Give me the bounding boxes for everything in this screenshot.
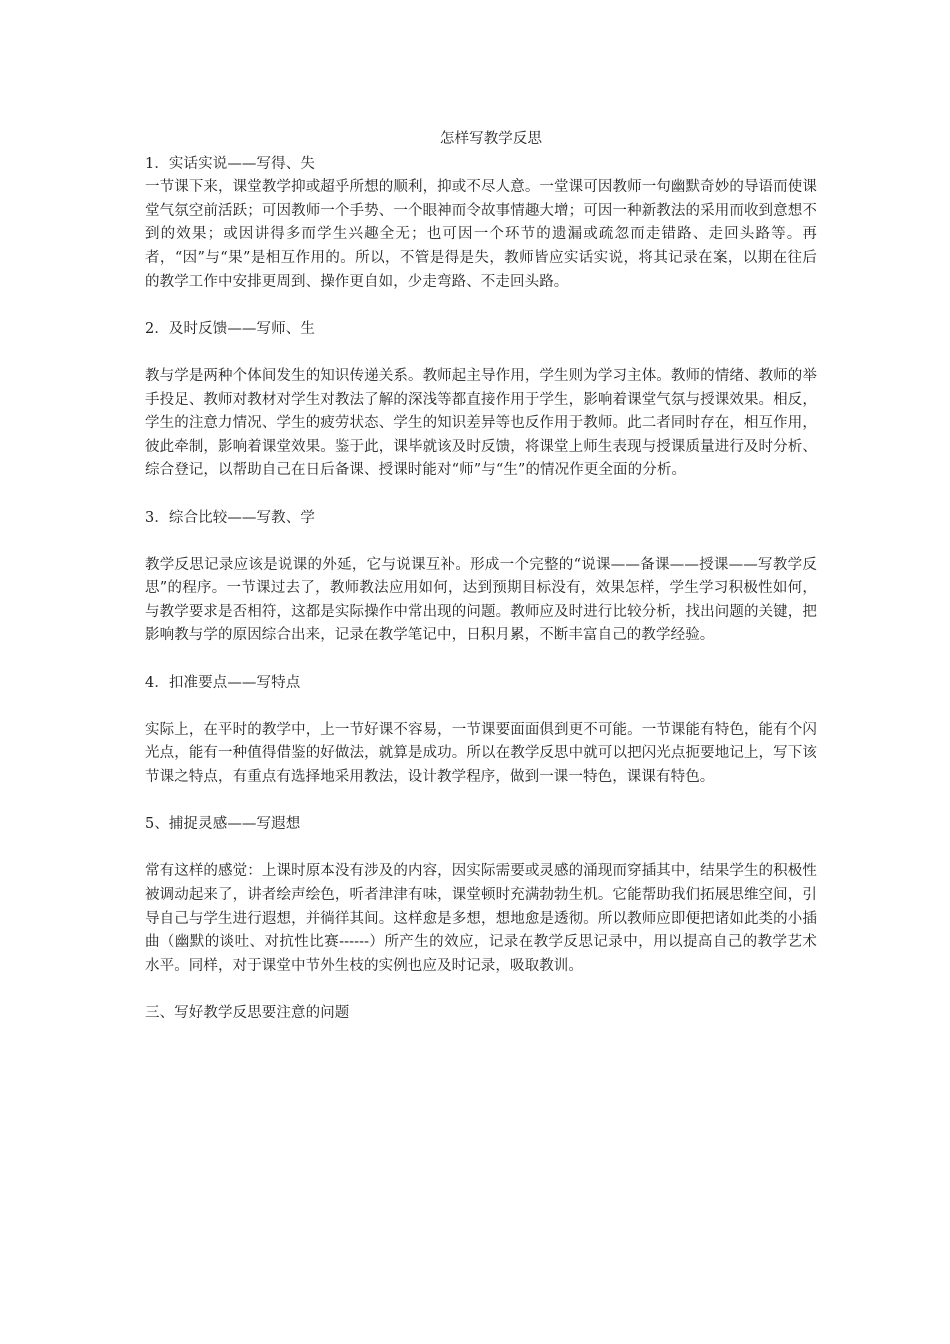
paragraph-spacer [145, 483, 817, 507]
section-5-paragraph: 常有这样的感觉：上课时原本没有涉及的内容，因实际需要或灵感的涌现而穿插其中，结果学生的积极性被调动起来了，讲者绘声绘色，听者津津有味，课堂顿时充满勃勃生机。它能帮助我们拓展思维空间，引导自己与学生进行遐想，并徜徉其间。这样愈是多想，想地愈是透彻。所以教师应即便把诸如此类的小插曲（幽默的谈吐、对抗性比赛------）所产生的效应，记录在教学反思记录中，用以提高自己的教学艺术水平。同样，对于课堂中节外生枝的实例也应及时记录，吸取教训。 [145, 863, 817, 974]
document-title: 怎样写教学反思 [439, 131, 543, 147]
paragraph-spacer [145, 837, 817, 861]
paragraph-spacer [145, 790, 817, 814]
section-2-heading: 2．及时反馈——写师、生 [145, 320, 315, 337]
section-1-paragraph: 一节课下来，课堂教学抑或超乎所想的顺利，抑或不尽人意。一堂课可因教师一句幽默奇妙的导语而使课堂气氛空前活跃；可因教师一个手势、一个眼神而令故事情趣大增；可因一种新教法的采用而收到意想不到的效果；或因讲得多而学生兴趣全无；也可因一个环节的遗漏或疏忽而走错路、走回头路等。再者，“因”与“果”是相互作用的。所以，不管是得是失，教师皆应实话实说，将其记录在案，以期在往后的教学工作中安排更周到、操作更自如，少走弯路、不走回头路。 [145, 179, 817, 290]
section-3-heading: 3．综合比较——写教、学 [145, 509, 315, 526]
paragraph-spacer [145, 530, 817, 554]
section-1-heading: 1．实话实说——写得、失 [145, 155, 315, 172]
closing-heading: 三、写好教学反思要注意的问题 [145, 1004, 350, 1021]
section-3-paragraph: 教学反思记录应该是说课的外延，它与说课互补。形成一个完整的“说课——备课——授课——写教学反思”的程序。一节课过去了，教师教法应用如何，达到预期目标没有，效果怎样，学生学习积极性如何，与教学要求是否相符，这都是实际操作中常出现的问题。教师应及时进行比较分析，找出问题的关键，把影响教与学的原因综合出来，记录在教学笔记中，日积月累，不断丰富自己的教学经验。 [145, 556, 817, 644]
section-4-heading: 4．扣准要点——写特点 [145, 674, 301, 691]
section-2-paragraph: 教与学是两种个体间发生的知识传递关系。教师起主导作用，学生则为学习主体。教师的情绪、教师的举手投足、教师对教材对学生对教法了解的深浅等都直接作用于学生，影响着课堂气氛与授课效果。相反，学生的注意力情况、学生的疲劳状态、学生的知识差异等也反作用于教师。此二者同时存在，相互作用，彼此牵制，影响着课堂效果。鉴于此，课毕就该及时反馈，将课堂上师生表现与授课质量进行及时分析、综合登记，以帮助自己在日后备课、授课时能对“师”与“生”的情况作更全面的分析。 [145, 367, 817, 479]
section-5-heading: 5、捕捉灵感——写遐想 [145, 816, 301, 833]
paragraph-spacer [145, 341, 817, 365]
paragraph-spacer [145, 978, 817, 1002]
section-4-paragraph: 实际上，在平时的教学中，上一节好课不容易，一节课要面面俱到更不可能。一节课能有特色，能有个闪光点，能有一种值得借鉴的好做法，就算是成功。所以在教学反思中就可以把闪光点扼要地记上，写下该节课之特点，有重点有选择地采用教法，设计教学程序，做到一课一特色，课课有特色。 [145, 721, 817, 786]
paragraph-spacer [145, 648, 817, 672]
document-body [145, 128, 817, 1026]
paragraph-spacer [145, 695, 817, 719]
paragraph-spacer [145, 294, 817, 318]
